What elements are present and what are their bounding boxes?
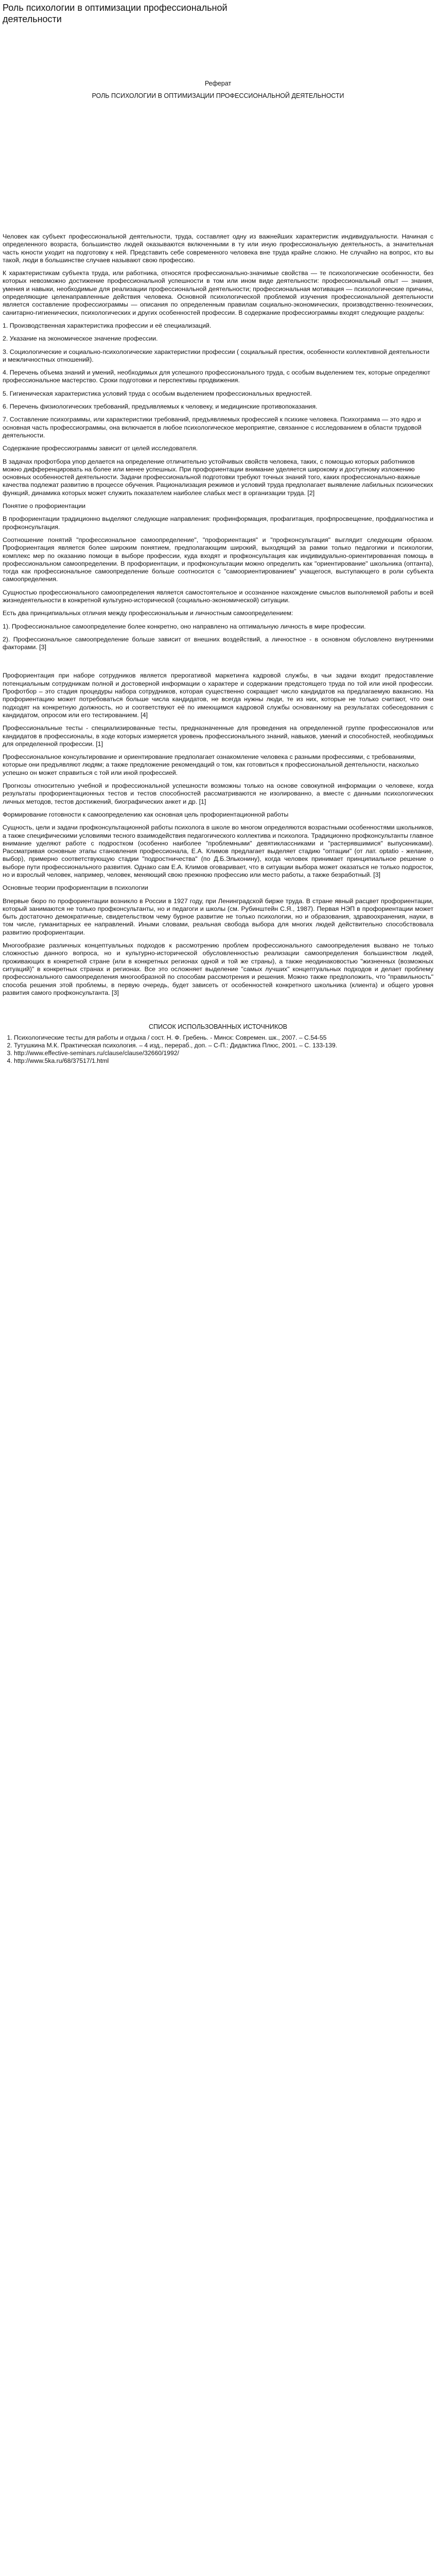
paragraph: Профориентация при наборе сотрудников является прерогативой маркетинга кадровой службы, в чьи задачи входит предоставление потенциальным сотрудникам полной и достоверной информации о характере и содержании предстоящего труда по той или иной профессии. Профотбор – это стадия процедуры набора сотрудников, которая существенно сокращает число кандидатов на предлагаемую вакансию. На профориентацию может потребоваться больше числа кандидатов, не всегда нужны люди, те из них, которые не только считают, что они подходят на конкретную должность, но и соответствуют её по имеющимся кадровой службы основанному на результатах собеседования с кандидатом, опросом или его тестированием. [4]	[3, 672, 433, 719]
subheading: Основные теории профориентации в психологии	[3, 884, 148, 892]
section-item: 3. Социологические и социально-психологические характеристики профессии ( социальный престиж, особенности коллективной деятельности и межличностных отношений).	[3, 348, 430, 363]
paragraph: Человек как субъект профессиональной деятельности, труда, составляет одну из важнейших характеристик индивидуальности. Начиная с определенного возраста, большинство людей оказываются включенными в ту или иную профессиональную деятельность, а значительная часть юности уходит на подготовку к ней. Представить себе современного человека вне труда крайне сложно. Не случайно на вопрос, кто вы такой, люди в большинстве случаев называют свою профессию.	[3, 233, 433, 264]
subheading: Понятие о профориентации	[3, 502, 86, 510]
essay-body	[3, 233, 433, 997]
paragraph: В профориентации традиционно выделяют следующие направления: профинформация, профагитация, профпросвещение, профдиагностика и профконсультация.	[3, 515, 433, 531]
spacer	[3, 88, 433, 92]
paragraph: Сущность, цели и задачи профконсультационной работы психолога в школе во многом определяются возрастными особенностями школьников, а также специфическими условиями тесного взаимодействия педагогического коллектива и психолога. Традиционно профконсультанты главное внимание уделяют работе с подростком (особенно наиболее "проблемными" девятиклассниками и "растерявшимися" выпускниками). Рассматривая основные этапы становления профессионала, Е.А. Климов предлагает выделяет стадию "оптации" (от лат. optatio - желание, выбор), примерно соответствующую стадии "подростничества" (по Д.Б.Эльконину), когда человек принимает принципиальное решение о выборе пути профессионального развития. Однако сам Е.А. Климов оговаривает, что в ситуации выбора может оказаться не только подросток, но и взрослый человек, например, человек, меняющий свою прежнюю профессию или место работы, а также безработный. [3]	[3, 824, 433, 878]
paragraph: Сущностью профессионального самоопределения является самостоятельное и осознанное нахождение смыслов выполняемой работы и всей жизнедеятельности в конкретной культурно-исторической (социально-экономической) ситуации.	[3, 588, 433, 604]
references-list	[3, 1034, 433, 1065]
section-item: 7. Составление психограммы, или характеристики требований, предъявляемых профессией к психике человека. Психограмма — это ядро и основная часть профессиограммы, она включается в любое психологическое мероприятие, связанное с исследованием в области трудовой деятельности.	[3, 416, 422, 439]
spacer	[3, 100, 433, 233]
section-item: 4. Перечень объема знаний и умений, необходимых для успешного профессионального труда, с особым выделением тех, которые определяют профессиональное мастерство. Сроки подготовки и перспективы продвижения.	[3, 369, 430, 384]
paragraph: К характеристикам субъекта труда, или работника, относятся профессионально-значимые свойства — те психологические особенности, без которых невозможно достижение профессиональной успешности в том или ином виде деятельности: профессиональный опыт — знания, умения и навыки, необходимые для реализации профессиональной деятельности; профессиональная мотивация — психологические причины, определяющие целенаправленные действия человека. Основной психологической проблемой изучения профессиональной деятельности является составление профессиограммы — описания по определенным правилам социально-экономических, производственно-технических, санитарно-гигиенических, психологических и других особенностей профессии. В содержание профессиограммы входят следующие разделы:	[3, 269, 433, 316]
document-title: Роль психологии в оптимизации профессиональной деятельности	[3, 3, 228, 24]
spacer	[3, 1002, 433, 1023]
references-title: СПИСОК ИСПОЛЬЗОВАННЫХ ИСТОЧНИКОВ	[148, 1023, 288, 1031]
section-item: 6. Перечень физиологических требований, предъявляемых к человеку, и медицинские противопоказания.	[3, 403, 318, 411]
document-heading: РОЛЬ ПСИХОЛОГИИ В ОПТИМИЗАЦИИ ПРОФЕССИОНАЛЬНОЙ ДЕЯТЕЛЬНОСТИ	[92, 92, 344, 99]
subheading: Формирование готовности к самоопределению как основная цель профориентационной работы	[3, 810, 289, 818]
section-item: 2. Указание на экономическое значение профессии.	[3, 335, 158, 343]
reference-item: 2. Тутушкина М.К. Практическая психология. – 4 изд., перераб., доп. – С-П.: Дидактика Плюс, 2001. – С. 133-139.	[14, 1042, 433, 1049]
paragraph: Многообразие различных концептуальных подходов к рассмотрению проблем профессионального самоопределения вызвано не только сложностью данного вопроса, но и культурно-исторической обусловленностью реализации самоопределения большинством людей, проживающих в конкретной стране (или в конкретных регионах одной и той же страны), а также неодинаковостью "жизненных (возможных ситуаций)" в конкретных странах и регионах. Все это осложняет выделение "самых лучших" концептуальных подходов и делает проблему профессионального самоопределения многообразной по способам рассмотрения и решения. Можно также предположить, что "правильность" способа решения этой проблемы, в первую очередь, будет зависеть от особенностей конкретного школьника (клиента) и общего уровня развития самого профконсультанта. [3]	[3, 942, 433, 996]
section-item: 5. Гигиеническая характеристика условий труда с особым выделением профессиональных вредностей.	[3, 389, 312, 397]
paragraph: Содержание профессиограммы зависит от целей исследователя.	[3, 445, 198, 452]
paragraph: Профессиональное консультирование и ориентирование предполагает ознакомление человека с разными профессиями, с требованиями, которые они предъявляют людям; а также предложение рекомендаций о том, как готовиться к профессиональной деятельности, насколько успешно он может справиться с той или иной профессией.	[3, 753, 419, 776]
document-kind: Реферат	[204, 80, 232, 87]
paragraph: Соотношение понятий "профессиональное самоопределение", "профориентация" и "профконсультация" выглядит следующим образом. Профориентация является более широким понятием, предполагающим широкий, выходящий за рамки только педагогики и психологии, комплекс мер по оказанию помощи в выборе профессии, куда входят и профконсультация как индивидуально-ориентированная помощь в профессиональном самоопределении. В профориентации, и профконсультации можно определить как "ориентирование" школьника (оптанта), тогда как профессиональное самоопределение больше соотносится с "самоориентированием" учащегося, выступающего в роли субъекта самоопределения.	[3, 536, 433, 583]
paragraph: Впервые бюро по профориентации возникло в России в 1927 году, при Ленинградской бирже труда. В стране явный расцвет профориентации, который занимаются не только профконсультанты, но и педагоги и школы (см. Рубинштейн С.Я., 1987). Первая НЭП в профориентации может быть достаточно демократичные, свидетельством чему бурное развитие не только психологии, но и образования, здравоохранения, науки, в том числе, гуманитарных ее направлений. Иными словами, реальная свобода выбора для многих людей действительно способствовала развитию профориентации.	[3, 897, 433, 936]
paragraph: 1). Профессиональное самоопределение более конкретно, оно направлено на оптимальную личность в мире профессии.	[3, 622, 366, 630]
paragraph: В задачах профотбора упор делается на определение отличительно устойчивых свойств человека, таких, с помощью которых работников можно дифференцировать на более или менее успешных. При профориентации внимание уделяется широкому и доступному изложению основных особенностей деятельности. Задачи профессиональной подготовки требуют точных знаний того, каких профессионально-важные качества подлежат развитию в процессе обучения. Рационализация режимов и условий труда предполагает выявление лабильных психических функций, динамика которых может служить показателем наиболее слабых мест в организации труда. [2]	[3, 457, 433, 497]
section-item: 1. Производственная характеристика профессии и её специализаций.	[3, 321, 212, 329]
paragraph: 2). Профессиональное самоопределение больше зависит от внешних воздействий, а личностное - в основном обусловлено внутренними факторами. [3]	[3, 635, 433, 651]
spacer	[3, 660, 433, 672]
references-section	[3, 1023, 433, 1065]
reference-link[interactable]: 3. http://www.effective-seminars.ru/clause/clause/32660/1992/	[14, 1049, 433, 1057]
paragraph: Есть два принципиальных отличия между профессиональным и личностным самоопределением:	[3, 609, 293, 617]
reference-link[interactable]: 4. http://www.5ka.ru/68/37517/1.html	[14, 1057, 433, 1065]
paragraph: Прогнозы относительно учебной и профессиональной успешности возможны только на основе совокупной информации о человеке, когда результаты профориентационных тестов и тестов способностей рассматриваются не изолированно, а вместе с данными психологических личных методов, тестов достижений, биографических анкет и др. [1]	[3, 782, 433, 805]
paragraph: Профессиональные тесты - специализированные тесты, предназначенные для проведения на определенной группе профессионалов или кандидатов в профессионалы, в ходе которых измеряется уровень профессионального знаний, навыков, умений и способностей, необходимых для определенной профессии. [1]	[3, 724, 433, 748]
spacer	[3, 25, 433, 79]
reference-item: 1. Психологические тесты для работы и отдыха / сост. Н. Ф. Гребень. - Минск: Современ. шк., 2007. – С.54-55	[14, 1034, 433, 1042]
